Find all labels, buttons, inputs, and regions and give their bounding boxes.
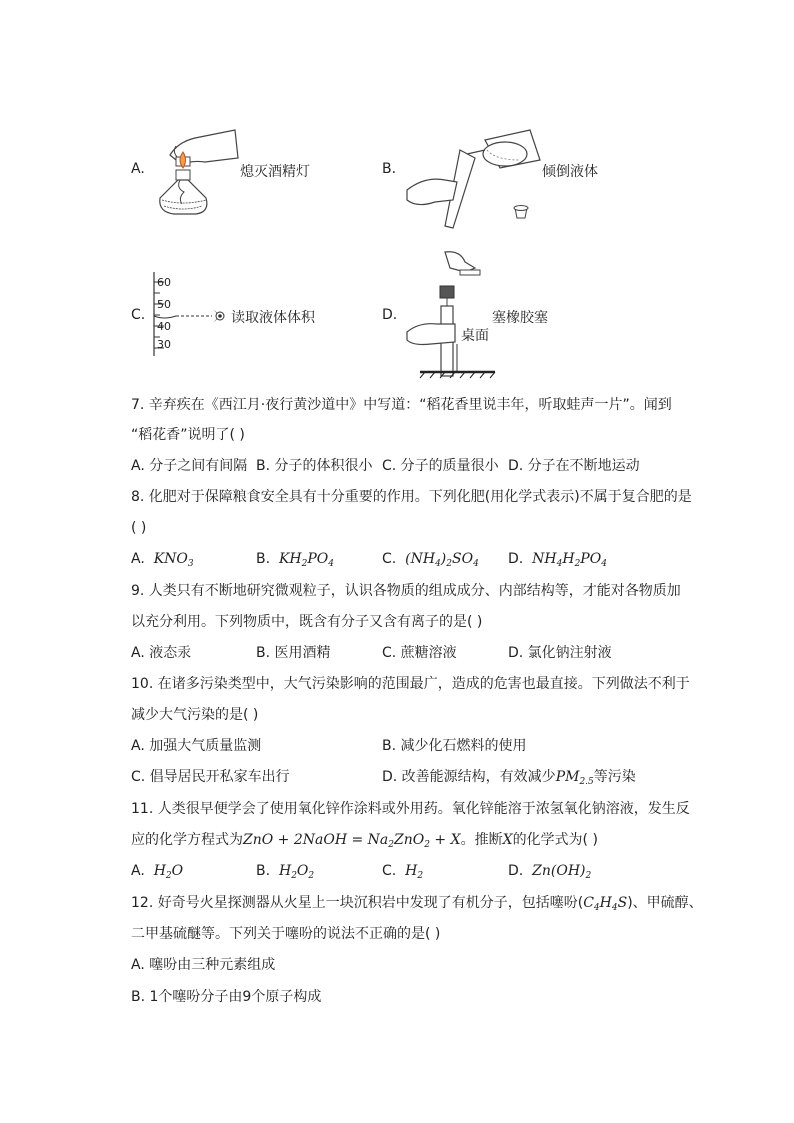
q8-option-b: B. $KH_2PO_4$ <box>256 551 335 569</box>
q10-option-c: C. 倡导居民开私家车出行 <box>131 769 290 785</box>
tick-label-30: 30 <box>157 338 171 351</box>
figure-a-caption: 熄灭酒精灯 <box>240 164 310 180</box>
q7-option-a: A. 分子之间有间隔 <box>131 458 248 474</box>
q9-stem-line2: 以充分利用。下列物质中，既含有分子又含有离子的是( ) <box>131 614 483 630</box>
q11-option-a: A. $H_2O$ <box>131 863 184 881</box>
figure-c-letter: C. <box>131 307 146 323</box>
q11-option-c: C. $H_2$ <box>382 863 424 881</box>
q10-stem-line1: 10. 在诸多污染类型中，大气污染影响的范围最广，造成的危害也最直接。下列做法不利于 <box>131 676 690 692</box>
q8-stem-line2: ( ) <box>131 520 147 536</box>
tick-label-50: 50 <box>157 298 171 311</box>
q12-stem-line2: 二甲基硫醚等。下列关于噻吩的说法不正确的是( ) <box>131 926 441 942</box>
q12-option-a: A. 噻吩由三种元素组成 <box>131 957 276 973</box>
q11-stem-line2: 应的化学方程式为ZnO + 2NaOH = $Na_2ZnO_2 + X$。推断X的化学式为( ) <box>131 832 598 850</box>
figure-a-alcohol-lamp-image <box>150 120 240 220</box>
figure-b-caption: 倾倒液体 <box>542 164 598 180</box>
q7-stem-line1: 7. 辛弃疾在《西江月·夜行黄沙道中》中写道：“稻花香里说丰年，听取蛙声一片”。闻到 <box>131 397 672 413</box>
q11-option-b: B. $H_2O_2$ <box>256 863 315 881</box>
q9-option-c: C. 蔗糖溶液 <box>382 645 457 661</box>
q9-stem-line1: 9. 人类只有不断地研究微观粒子，认识各物质的组成成分、内部结构等，才能对各物质加 <box>131 583 681 599</box>
figure-d-desk-label: 桌面 <box>461 328 489 344</box>
q8-stem-line1: 8. 化肥对于保障粮食安全具有十分重要的作用。下列化肥(用化学式表示)不属于复合肥的是 <box>131 489 692 505</box>
tick-label-60: 60 <box>157 276 171 289</box>
q9-option-d: D. 氯化钠注射液 <box>508 645 612 661</box>
q10-option-b: B. 减少化石燃料的使用 <box>382 738 527 754</box>
tick-label-40: 40 <box>157 320 171 333</box>
q10-option-a: A. 加强大气质量监测 <box>131 738 262 754</box>
q12-option-b: B. 1个噻吩分子由9个原子构成 <box>131 989 322 1005</box>
figure-b-pour-liquid-image <box>405 120 545 230</box>
q10-stem-line2: 减少大气污染的是( ) <box>131 707 259 723</box>
q7-option-d: D. 分子在不断地运动 <box>508 458 640 474</box>
figure-c-caption: 读取液体体积 <box>231 310 315 326</box>
q10-option-d: D. 改善能源结构，有效减少$PM_{2.5}$等污染 <box>382 769 636 787</box>
q8-option-c: C. $(NH_4)_2SO_4$ <box>382 551 479 569</box>
q11-stem-line1: 11. 人类很早便学会了使用氧化锌作涂料或外用药。氧化锌能溶于浓氢氧化钠溶液，发生反 <box>131 801 690 817</box>
q8-option-a: A. $KNO_3$ <box>131 551 194 569</box>
figure-a-letter: A. <box>131 161 145 177</box>
q7-option-c: C. 分子的质量很小 <box>382 458 499 474</box>
q9-option-a: A. 液态汞 <box>131 645 192 661</box>
figure-b-letter: B. <box>382 161 397 177</box>
q9-option-b: B. 医用酒精 <box>256 645 331 661</box>
q7-option-b: B. 分子的体积很小 <box>256 458 373 474</box>
figure-d-caption: 塞橡胶塞 <box>492 310 548 326</box>
q8-option-d: D. $NH_4H_2PO_4$ <box>508 551 607 569</box>
q11-option-d: D. $Zn(OH)_2$ <box>508 863 592 881</box>
q12-stem-line1: 12. 好奇号火星探测器从火星上一块沉积岩中发现了有机分子，包括噻吩$(C_4H_4S)$、甲硫醇、 <box>131 895 703 913</box>
q7-stem-line2: “稻花香”说明了( ) <box>131 427 245 443</box>
figure-d-letter: D. <box>382 307 398 323</box>
